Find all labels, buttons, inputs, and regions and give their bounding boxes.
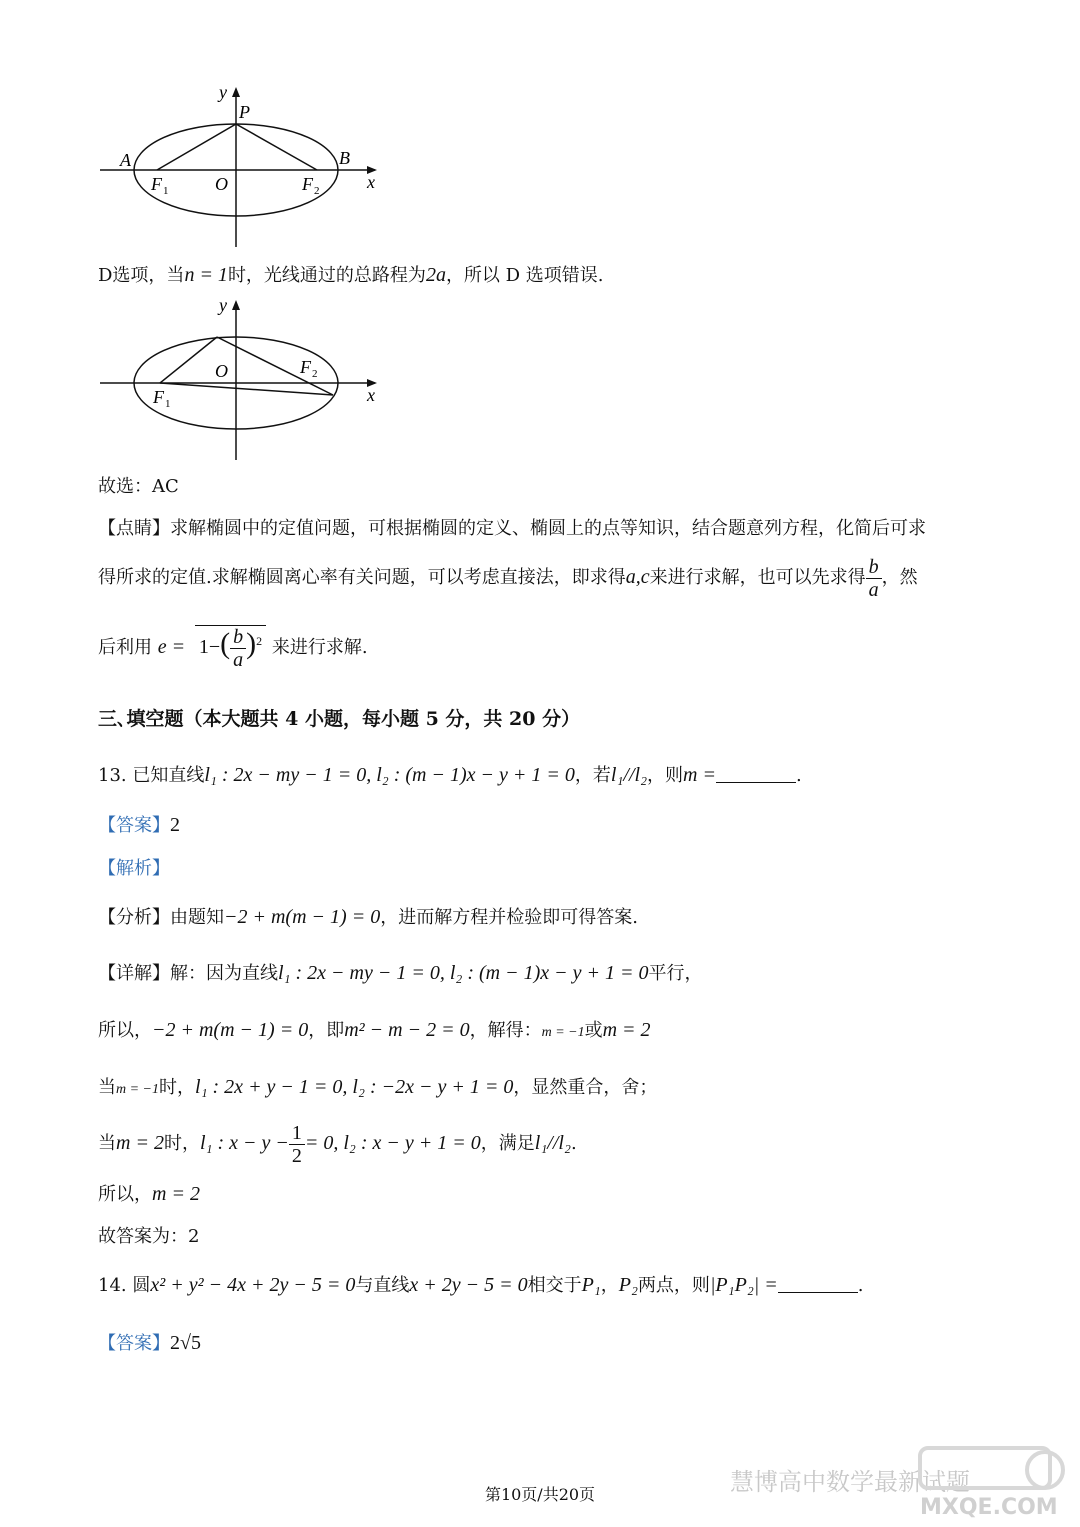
ellipse-figure-1 xyxy=(95,82,395,252)
q14-answer: 【答案】2√5 xyxy=(98,1332,201,1354)
answer-blank xyxy=(716,764,796,783)
ray-3 xyxy=(160,383,333,395)
answer-blank xyxy=(778,1274,858,1293)
label-F1: F xyxy=(153,387,164,407)
q13-jiexi: 【解析】 xyxy=(98,858,170,879)
q13-step-4: 所以，m = 2 xyxy=(98,1183,200,1205)
label-F2: F xyxy=(300,357,311,377)
label-F1-sub: 1 xyxy=(163,185,169,197)
label-O: O xyxy=(215,361,228,381)
label-y: y xyxy=(219,82,227,102)
d-option-line: D选项，当n = 1时，光线通过的总路程为2a，所以 D 选项错误. xyxy=(98,264,604,286)
question-14: 14. 圆x² + y² − 4x + 2y − 5 = 0与直线x + 2y − 5 = 0相交于P₁，P₂两点，则|P₁P₂| = . xyxy=(98,1274,864,1296)
label-F2-sub: 2 xyxy=(312,368,318,380)
choice-line: 故选：AC xyxy=(98,476,179,497)
q13-fenxi: 【分析】由题知−2 + m(m − 1) = 0，进而解方程并检验即可得答案. xyxy=(98,906,638,928)
y-axis-arrow xyxy=(232,300,240,310)
q13-step-2: 当m = −1时，l₁ : 2x + y − 1 = 0, l₂ : −2x − y + 1 = 0，显然重合，舍； xyxy=(98,1076,658,1098)
dianjing-line-1: 【点睛】求解椭圆中的定值问题，可根据椭圆的定义、椭圆上的点等知识，结合题意列方程，化简后可求 xyxy=(98,518,926,539)
dianjing-line-3: 后利用 e = 1−( $\frac{b}{a}$ )$^2$ 来进行求解. xyxy=(98,626,368,671)
label-F1-sub: 1 xyxy=(165,398,171,410)
page-footer: 第10页/共20页 xyxy=(484,1485,596,1504)
q13-step-3: 当m = 2时，l₁ : x − y − $\frac{1}{2}$ = 0, l₂ : x − y + 1 = 0，满足l₁//l₂. xyxy=(98,1121,577,1167)
label-F2-sub: 2 xyxy=(314,185,320,197)
ray-1 xyxy=(160,337,217,383)
q13-step-1: 所以，−2 + m(m − 1) = 0，即m² − m − 2 = 0，解得：m = −1或m = 2 xyxy=(98,1019,651,1041)
label-P: P xyxy=(239,102,250,122)
segment-PF2 xyxy=(236,124,317,170)
q13-xiangjie: 【详解】解：因为直线l₁ : 2x − my − 1 = 0, l₂ : (m − 1)x − y + 1 = 0平行， xyxy=(98,962,703,984)
label-A: A xyxy=(120,150,131,170)
q13-answer: 【答案】2 xyxy=(98,814,180,836)
svg-text:MXQE.COM: MXQE.COM xyxy=(920,1495,1058,1520)
ellipse-figure-2 xyxy=(95,295,395,465)
y-axis-arrow xyxy=(232,87,240,97)
watermark-logo xyxy=(900,1440,1070,1520)
segment-PF1 xyxy=(157,124,236,170)
fraction-b-over-a: $\frac{b}{a}$ xyxy=(866,556,882,601)
question-13: 13. 已知直线l₁ : 2x − my − 1 = 0, l₂ : (m − 1)x − y + 1 = 0，若l₁//l₂，则m = . xyxy=(98,764,802,786)
label-F2: F xyxy=(302,174,313,194)
watermark-text: 慧博高中数学最新试题 xyxy=(730,1468,970,1496)
label-O: O xyxy=(215,174,228,194)
q13-final: 故答案为：2 xyxy=(98,1226,200,1247)
section-title: 三､填空题（本大题共 4 小题，每小题 5 分，共 20 分） xyxy=(98,708,581,730)
label-y: y xyxy=(219,295,227,315)
label-x: x xyxy=(367,385,375,405)
label-B: B xyxy=(339,148,350,168)
label-x: x xyxy=(367,172,375,192)
sqrt-expression: 1−( $\frac{b}{a}$ )$^2$ xyxy=(195,625,266,671)
label-F1: F xyxy=(151,174,162,194)
dianjing-line-2: 得所求的定值.求解椭圆离心率有关问题，可以考虑直接法，即求得a,c来进行求解，也可以先求得 $\frac{b}{a}$ ，然 xyxy=(98,555,918,601)
ray-2 xyxy=(217,337,333,395)
